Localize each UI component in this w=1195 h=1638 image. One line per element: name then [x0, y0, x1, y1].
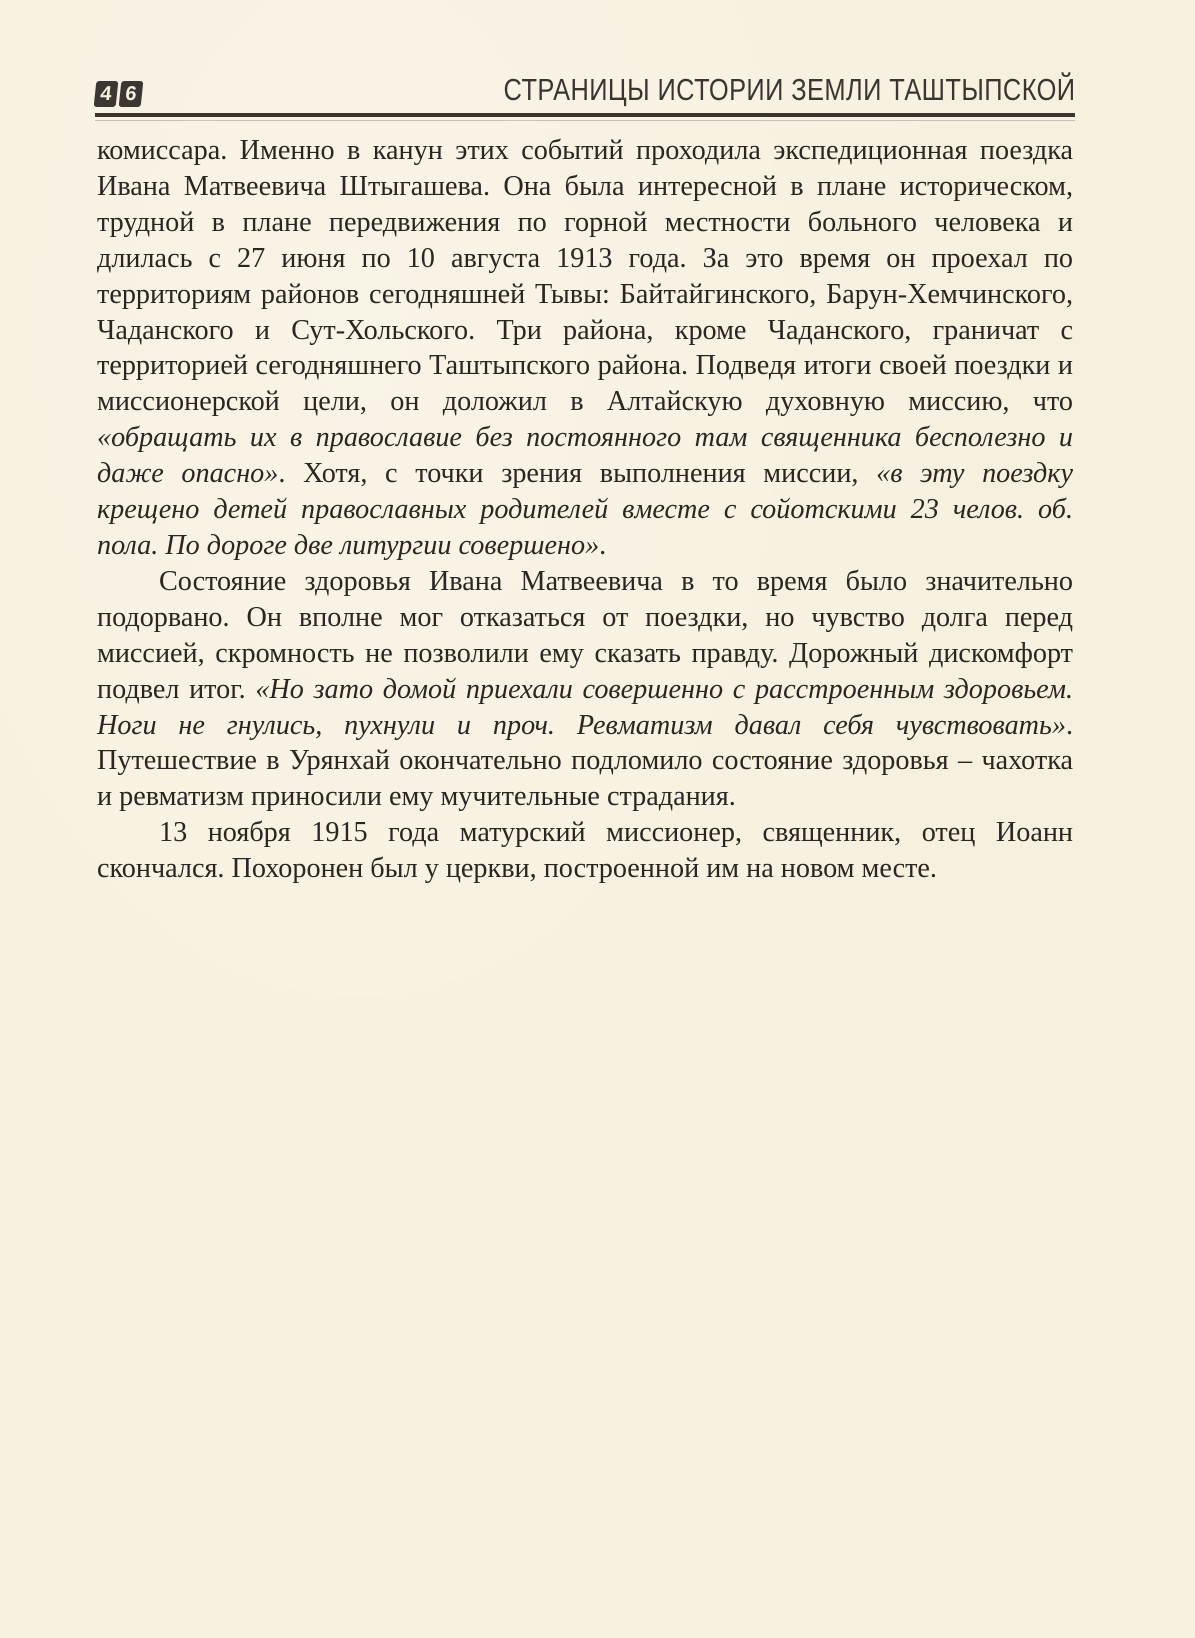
- quote-segment: «в эту поездку крещено детей православных родителей вместе с сойотскими 23 челов. об. пола. По дороге две литургии совершено»: [97, 458, 1073, 561]
- paragraph: [97, 133, 1073, 564]
- paragraph: [97, 564, 1073, 815]
- running-title: СТРАНИЦЫ ИСТОРИИ ЗЕМЛИ ТАШТЫПСКОЙ: [503, 72, 1075, 107]
- quote-segment: «обращать их в православие без постоянного там священника бесполезно и даже опасно»: [97, 422, 1073, 490]
- text-segment: . Хотя, с точки зрения выполнения миссии,: [278, 458, 877, 490]
- text-segment: комиссара. Именно в канун этих событий проходила экспедиционная поездка Ивана Матвеевича Штыгашева. Она была интересной в плане историческом, трудной в плане передвижения по горной местности больного человека и длилась с 27 июня по 10 августа 1913 года. За это время он проехал по территориям районов сегодняшней Тывы: Байтайгинского, Барун-Хемчинского, Чаданского и Сут-Хольского. Три района, кроме Чаданского, граничат с территорией сегодняшнего Таштыпского района. Подведя итоги своей поездки и миссионерской цели, он доложил в Алтайскую духовную миссию, что: [97, 135, 1073, 418]
- page-header: [95, 68, 1075, 118]
- text-segment: 13 ноября 1915 года матурский миссионер, священник, отец Иоанн скончался. Похоронен был у церкви, построенной им на новом месте.: [97, 817, 1073, 885]
- header-rule: [95, 113, 1075, 117]
- body-text: [97, 133, 1073, 887]
- quote-segment: «Но зато домой приехали совершенно с расстроенным здоровьем. Ноги не гнулись, пухнули и проч. Ревматизм давал себя чувствовать»: [97, 673, 1073, 741]
- text-segment: . Путешествие в Урянхай окончательно подломило состояние здоровья – чахотка и ревматизм приносили ему мучительные страдания.: [97, 709, 1073, 813]
- paragraph: [97, 815, 1073, 887]
- text-segment: Состояние здоровья Ивана Матвеевича в то время было значительно подорвано. Он вполне мог отказаться от поездки, но чувство долга перед миссией, скромность не позволили ему сказать правду. Дорожный дискомфорт подвел итог.: [97, 565, 1073, 705]
- text-segment: .: [599, 529, 607, 561]
- header-rule-thin: [95, 120, 1075, 121]
- page-number-digit: 6: [119, 81, 144, 107]
- page-number-digit: 4: [94, 81, 119, 107]
- page-number: [95, 81, 142, 107]
